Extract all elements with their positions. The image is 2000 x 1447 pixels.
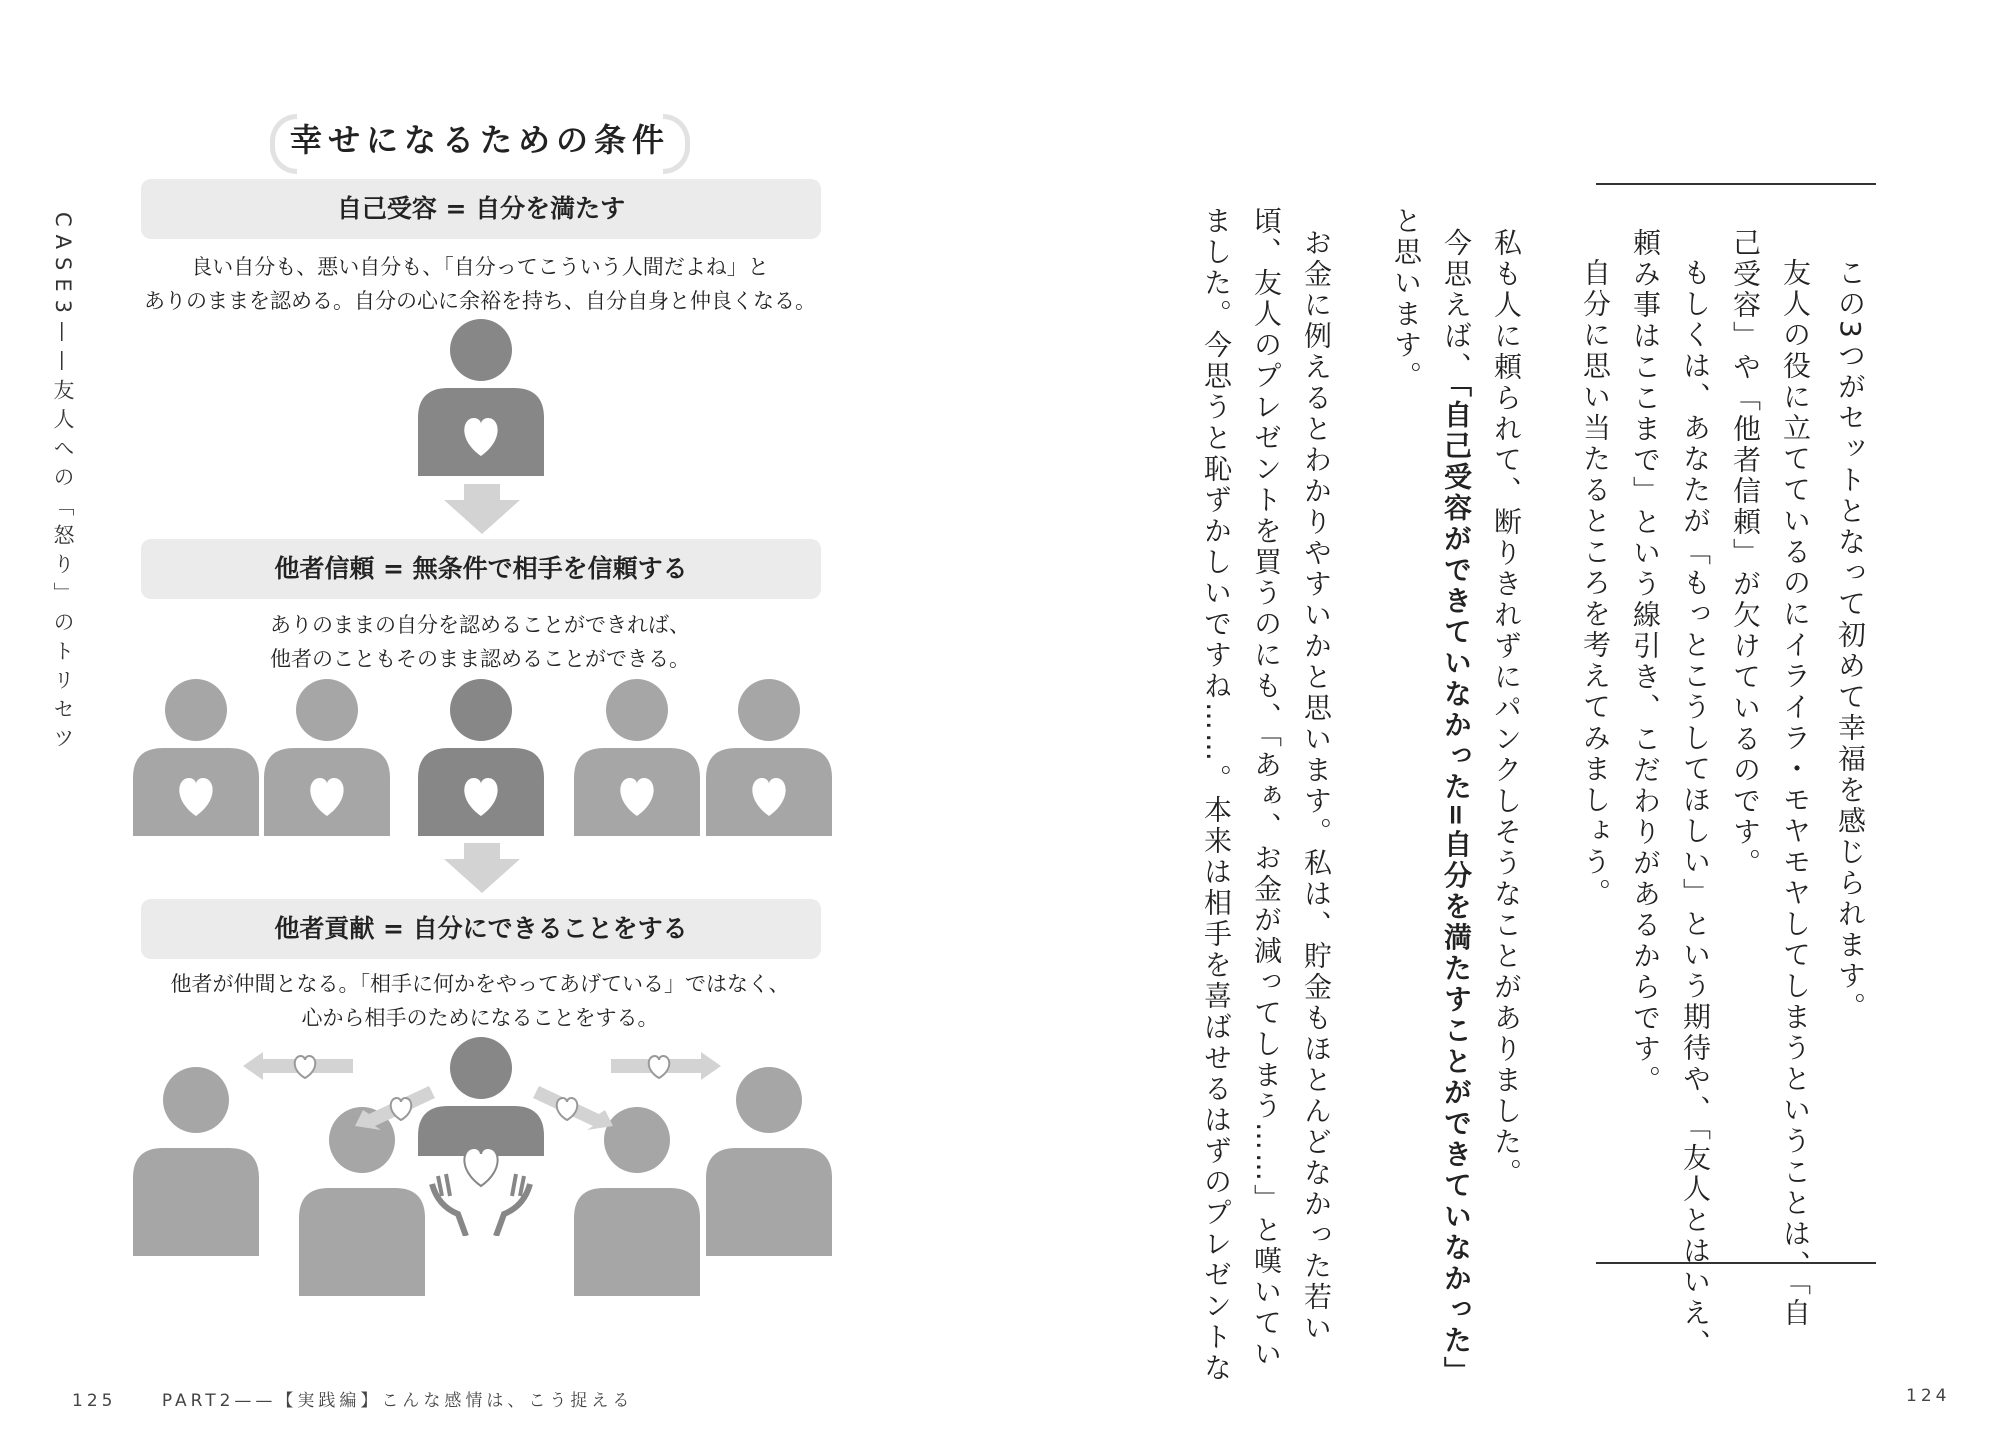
person-icon — [133, 1066, 259, 1256]
single-person-heart-icon — [418, 318, 544, 476]
body-column: 自分に思い当たるところを考えてみましょう。 — [1579, 258, 1612, 909]
body-column: 私も人に頼られて、断りきれずにパンクしそうなことがありました。 — [1490, 228, 1523, 1189]
top-rule — [1596, 183, 1876, 185]
section-desc-contribution — [100, 967, 860, 1035]
body-column: お金に例えるとわかりやすいかと思います。私は、貯金もほとんどなかった若い — [1300, 228, 1333, 1344]
body-column: 頼み事はここまで」という線引き、こだわりがあるからです。 — [1629, 228, 1662, 1096]
self-person-heart-icon — [418, 678, 544, 836]
desc-line: 他者のこともそのまま認めることができる。 — [270, 647, 690, 671]
section-heading-contribution: 他者貢献 = 自分にできることをする — [141, 899, 821, 959]
person-heart-icon — [574, 678, 700, 836]
body-text-lead: 今思えば、 — [1440, 228, 1473, 383]
person-icon — [706, 1066, 832, 1256]
bold-emphasis-text: 「自己受容ができていなかった=自分を満たすことができていなかった」 — [1440, 383, 1473, 1388]
diagram-title: 幸せになるための条件 — [289, 121, 670, 159]
body-column: 己受容」や「他者信頼」が欠けているのです。 — [1729, 228, 1762, 879]
heart-arrow-icon — [523, 1082, 613, 1132]
diagram-title-frame — [270, 110, 690, 170]
person-heart-icon — [706, 678, 832, 836]
down-arrow-icon — [444, 843, 520, 893]
down-arrow-icon — [444, 484, 520, 534]
giving-people-figure — [133, 1036, 833, 1266]
body-column: 頃、友人のプレゼントを買うのにも、「あぁ、お金が減ってしまう……」と嘆いてい — [1250, 206, 1283, 1370]
person-icon — [299, 1106, 425, 1296]
section-heading-self-acceptance: 自己受容 = 自分を満たす — [141, 179, 821, 239]
desc-line: ありのままの自分を認めることができれば、 — [270, 613, 690, 637]
section-desc-self-acceptance — [100, 250, 860, 318]
desc-line: 心から相手のためになることをする。 — [301, 1006, 659, 1030]
giving-person-icon — [418, 1036, 544, 1236]
page-number: 125 — [72, 1391, 117, 1411]
group-of-people-figure — [133, 678, 833, 838]
heart-arrow-icon — [355, 1082, 445, 1132]
body-column: と思います。 — [1390, 206, 1423, 392]
section-desc-trust-others — [100, 608, 860, 676]
body-column: この3つがセットとなって初めて幸福を感じられます。 — [1834, 258, 1867, 1023]
desc-line: ありのままを認める。自分の心に余裕を持ち、自分自身と仲良くなる。 — [144, 289, 816, 313]
person-heart-icon — [264, 678, 390, 836]
heart-arrow-icon — [611, 1044, 721, 1084]
body-column: 友人の役に立てているのにイライラ・モヤモヤしてしまうということは、「自 — [1779, 258, 1812, 1329]
heart-arrow-icon — [243, 1044, 353, 1084]
side-header: CASE3——友人への「怒り」のトリセツ — [51, 212, 75, 756]
body-column: もしくは、あなたが「もっとこうしてほしい」という期待や、「友人とはいえ、 — [1679, 258, 1712, 1360]
page-number: 124 — [1906, 1386, 1951, 1406]
person-icon — [574, 1106, 700, 1296]
person-heart-icon — [133, 678, 259, 836]
section-heading-trust-others: 他者信頼 = 無条件で相手を信頼する — [141, 539, 821, 599]
running-head: PART2——【実践編】こんな感情は、こう捉える — [161, 1391, 634, 1411]
body-column: ました。今思うと恥ずかしいですね……。本来は相手を喜ばせるはずのプレゼントな — [1200, 206, 1233, 1384]
body-column-emphasis — [1436, 228, 1476, 1387]
desc-line: 他者が仲間となる。「相手に何かをやってあげている」ではなく、 — [170, 972, 790, 996]
desc-line: 良い自分も、悪い自分も、「自分ってこういう人間だよね」と — [191, 255, 769, 279]
footer-left — [72, 1386, 633, 1411]
bottom-rule — [1596, 1262, 1876, 1264]
